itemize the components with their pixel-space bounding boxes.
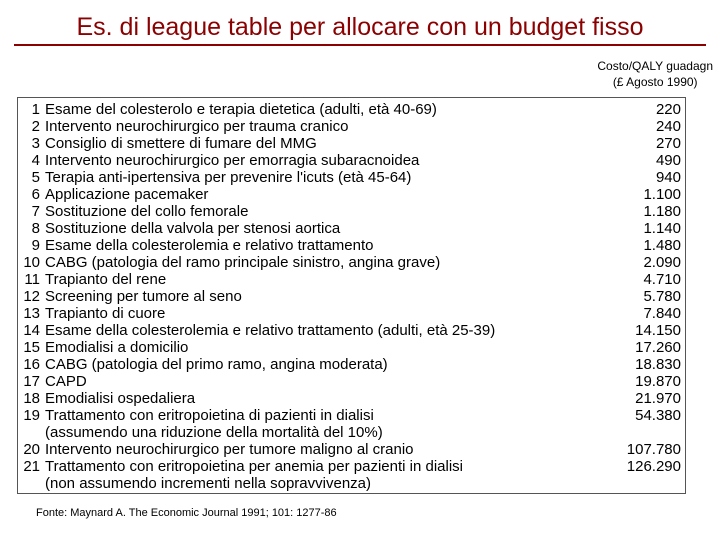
row-description: Trattamento con eritropoietina per anemia per pazienti in dialisi [45, 458, 464, 475]
table-row [18, 203, 685, 220]
cost-column-header-line1: Costo/QALY guadagn [597, 59, 713, 73]
row-cost-value: 107.780 [626, 441, 681, 458]
row-cost-value: 18.830 [635, 356, 681, 373]
table-row [18, 220, 685, 237]
table-row [18, 254, 685, 271]
row-number: 19 [23, 407, 40, 424]
row-number: 17 [23, 373, 40, 390]
row-cost-value: 4.710 [643, 271, 681, 288]
row-cost-value: 490 [655, 152, 681, 169]
row-description: Esame del colesterolo e terapia dietetica (adulti, età 40-69) [45, 101, 437, 118]
row-number: 12 [23, 288, 40, 305]
table-row [18, 322, 685, 339]
league-table [17, 97, 686, 494]
row-cost-value: 270 [655, 135, 681, 152]
cost-column-header [597, 58, 713, 90]
row-cost-value: 1.100 [643, 186, 681, 203]
table-row [18, 407, 685, 424]
table-row [18, 441, 685, 458]
table-row [18, 101, 685, 118]
title-underline [14, 44, 706, 46]
row-cost-value: 220 [655, 101, 681, 118]
table-row [18, 118, 685, 135]
row-description: CABG (patologia del ramo principale sinistro, angina grave) [45, 254, 441, 271]
table-row [18, 186, 685, 203]
row-description: CAPD [45, 373, 87, 390]
row-number: 3 [31, 135, 40, 152]
table-row [18, 237, 685, 254]
row-description: Terapia anti-ipertensiva per prevenire l'icuts (età 45-64) [45, 169, 412, 186]
row-description: (non assumendo incrementi nella sopravvivenza) [45, 475, 372, 492]
row-description: Esame della colesterolemia e relativo trattamento (adulti, età 25-39) [45, 322, 496, 339]
row-description: Trattamento con eritropoietina di pazienti in dialisi [45, 407, 374, 424]
row-cost-value: 5.780 [643, 288, 681, 305]
table-row [18, 373, 685, 390]
row-number: 10 [23, 254, 40, 271]
table-row [18, 339, 685, 356]
row-description: Intervento neurochirurgico per trauma cranico [45, 118, 349, 135]
table-row [18, 424, 685, 441]
row-number: 1 [31, 101, 40, 118]
row-cost-value: 21.970 [635, 390, 681, 407]
slide-title: Es. di league table per allocare con un budget fisso [76, 13, 644, 41]
row-description: Consiglio di smettere di fumare del MMG [45, 135, 317, 152]
row-cost-value: 940 [655, 169, 681, 186]
row-number: 20 [23, 441, 40, 458]
table-row [18, 152, 685, 169]
row-cost-value: 1.180 [643, 203, 681, 220]
table-row [18, 356, 685, 373]
row-number: 6 [31, 186, 40, 203]
row-cost-value: 54.380 [635, 407, 681, 424]
table-row [18, 288, 685, 305]
table-row [18, 135, 685, 152]
row-description: Intervento neurochirurgico per emorragia subaracnoidea [45, 152, 420, 169]
row-cost-value: 7.840 [643, 305, 681, 322]
row-number: 21 [23, 458, 40, 475]
row-number: 4 [31, 152, 40, 169]
source-note: Fonte: Maynard A. The Economic Journal 1991; 101: 1277-86 [36, 507, 337, 519]
row-number: 14 [23, 322, 40, 339]
row-description: Emodialisi a domicilio [45, 339, 189, 356]
row-number: 18 [23, 390, 40, 407]
row-cost-value: 2.090 [643, 254, 681, 271]
row-description: Trapianto di cuore [45, 305, 166, 322]
table-row [18, 271, 685, 288]
row-cost-value: 240 [655, 118, 681, 135]
row-number: 16 [23, 356, 40, 373]
row-description: Intervento neurochirurgico per tumore maligno al cranio [45, 441, 414, 458]
cost-column-header-line2: (£ Agosto 1990) [612, 75, 698, 89]
row-cost-value: 17.260 [635, 339, 681, 356]
row-description: Sostituzione del collo femorale [45, 203, 249, 220]
table-row [18, 169, 685, 186]
row-number: 9 [31, 237, 40, 254]
row-description: Screening per tumore al seno [45, 288, 242, 305]
row-number: 8 [31, 220, 40, 237]
row-number: 13 [23, 305, 40, 322]
row-description: Trapianto del rene [45, 271, 167, 288]
row-number: 11 [24, 271, 40, 288]
row-number: 2 [31, 118, 40, 135]
row-description: Sostituzione della valvola per stenosi aortica [45, 220, 341, 237]
row-cost-value: 14.150 [635, 322, 681, 339]
table-row [18, 458, 685, 475]
row-description: Emodialisi ospedaliera [45, 390, 196, 407]
row-number: 5 [31, 169, 40, 186]
table-row [18, 390, 685, 407]
row-number: 15 [23, 339, 40, 356]
row-number: 7 [31, 203, 40, 220]
row-cost-value: 126.290 [626, 458, 681, 475]
row-description: (assumendo una riduzione della mortalità del 10%) [45, 424, 383, 441]
row-description: Esame della colesterolemia e relativo trattamento [45, 237, 374, 254]
row-description: CABG (patologia del primo ramo, angina moderata) [45, 356, 388, 373]
row-cost-value: 19.870 [635, 373, 681, 390]
table-row [18, 305, 685, 322]
row-cost-value: 1.480 [643, 237, 681, 254]
row-cost-value: 1.140 [643, 220, 681, 237]
row-description: Applicazione pacemaker [45, 186, 209, 203]
table-row [18, 475, 685, 492]
